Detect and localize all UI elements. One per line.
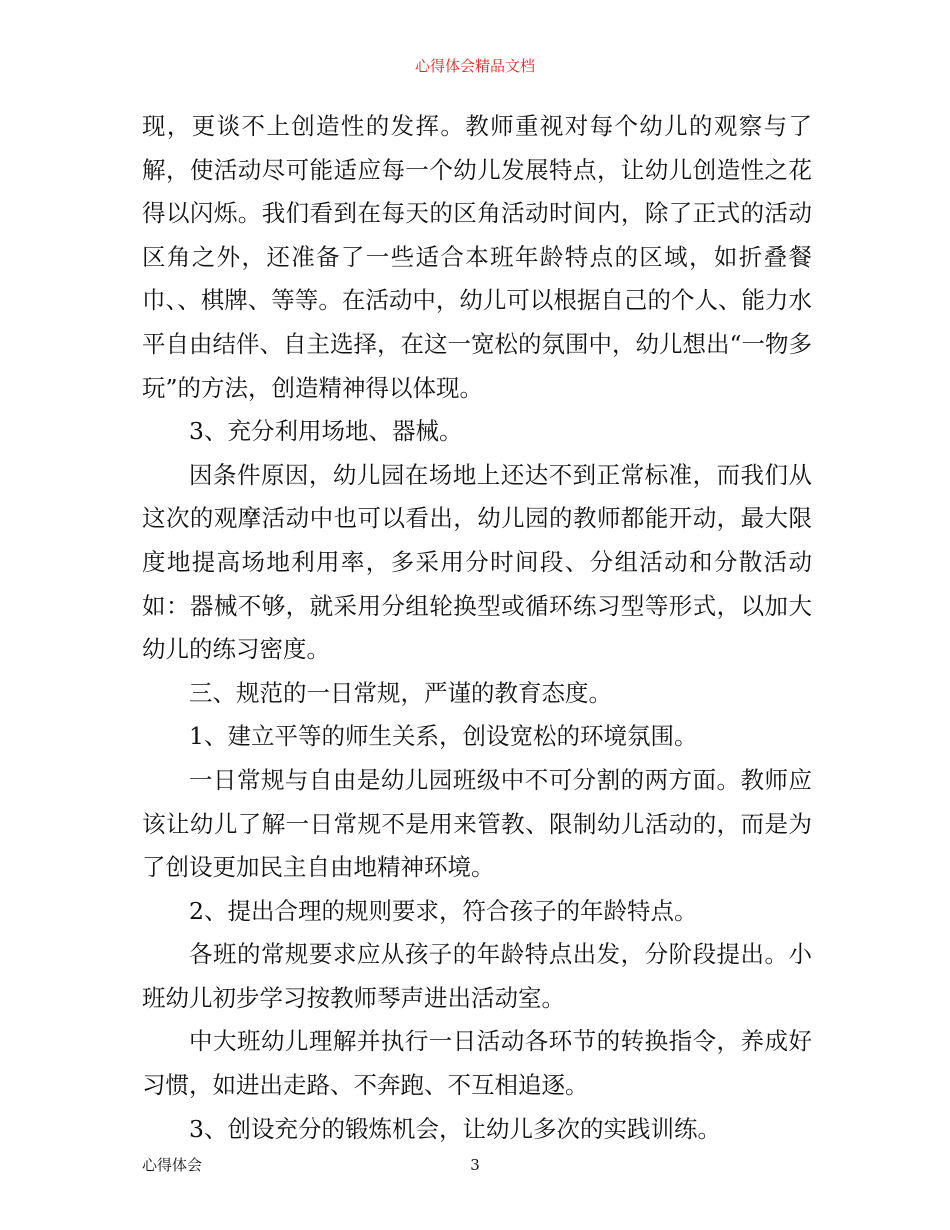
body-paragraph: 一日常规与自由是幼儿园班级中不可分割的两方面。教师应该让幼儿了解一日常规不是用来管教、限制幼儿活动的，而是为了创设更加民主自由地精神环境。 [142,765,812,882]
section-heading: 1、建立平等的师生关系，创设宽松的环境氛围。 [189,722,698,751]
section-heading: 三、规范的一日常规，严谨的教育态度。 [189,678,612,707]
body-paragraph: 各班的常规要求应从孩子的年龄特点出发，分阶段提出。小班幼儿初步学习按教师琴声进出活动室。 [142,940,812,1012]
page-header-title: 心得体会精品文档 [414,57,535,75]
body-paragraph: 中大班幼儿理解并执行一日活动各环节的转换指令，养成好习惯，如进出走路、不奔跑、不互相追逐。 [142,1027,812,1100]
section-heading: 3、创设充分的锻炼机会，让幼儿多次的实践训练。 [189,1114,721,1143]
document-body [142,105,812,1151]
section-heading: 2、提出合理的规则要求，符合孩子的年龄特点。 [189,896,698,925]
footer-label: 心得体会 [142,1156,203,1174]
footer-page-number: 3 [470,1156,480,1174]
section-heading: 3、充分利用场地、器械。 [189,417,463,446]
body-paragraph: 现，更谈不上创造性的发挥。教师重视对每个幼儿的观察与了解，使活动尽可能适应每一个幼儿发展特点，让幼儿创造性之花得以闪烁。我们看到在每天的区角活动时间内，除了正式的活动区角之外，还准备了一些适合本班年龄特点的区域，如折叠餐巾、、棋牌、等等。在活动中，幼儿可以根据自己的个人、能力水平自由结伴、自主选择，在这一宽松的氛围中，幼儿想出“一物多玩”的方法，创造精神得以体现。 [142,112,813,402]
body-paragraph: 因条件原因，幼儿园在场地上还达不到正常标准，而我们从这次的观摩活动中也可以看出，幼儿园的教师都能开动，最大限度地提高场地利用率，多采用分时间段、分组活动和分散活动如：器械不够，就采用分组轮换型或循环练习型等形式，以加大幼儿的练习密度。 [142,460,812,664]
